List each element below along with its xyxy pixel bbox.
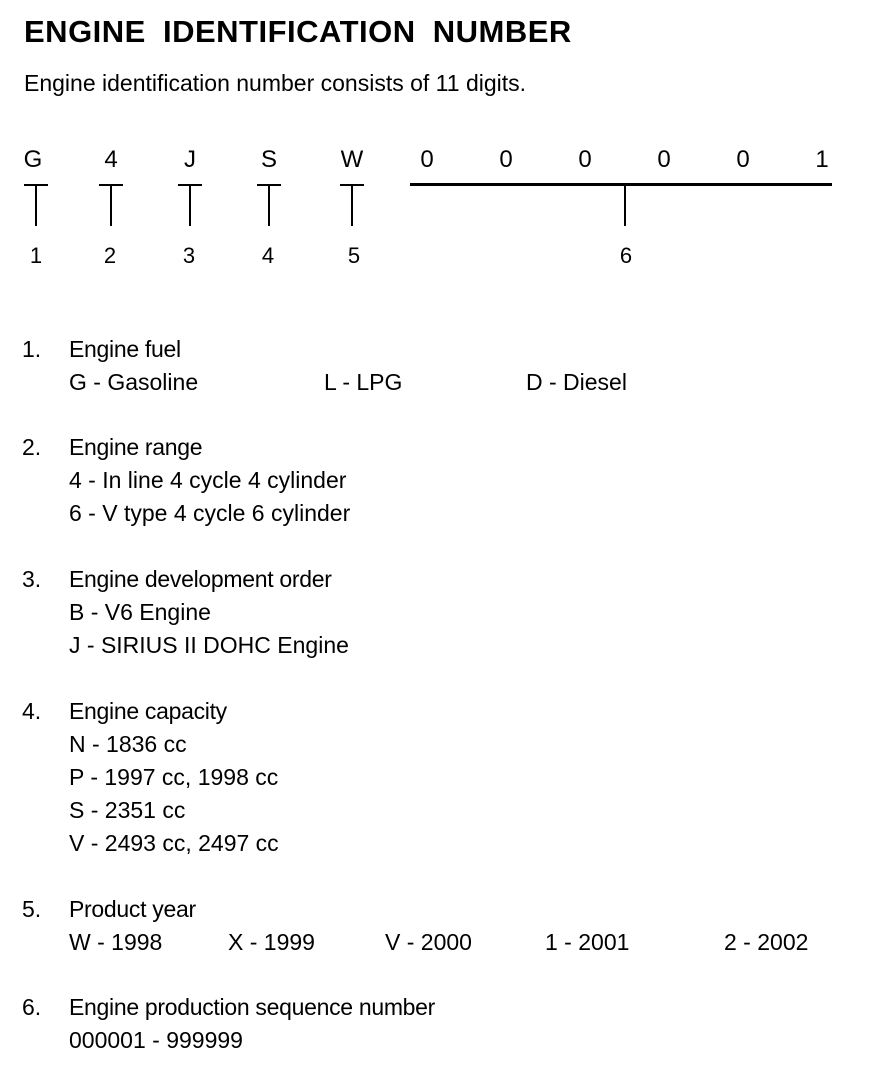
range-line-2: 6 - V type 4 cycle 6 cylinder bbox=[69, 500, 351, 526]
digit-11: 1 bbox=[815, 146, 829, 173]
capacity-line-2: P - 1997 cc, 1998 cc bbox=[69, 764, 279, 790]
position-number-6: 6 bbox=[619, 243, 633, 268]
sequence-bracket-line bbox=[410, 183, 832, 186]
tee-stem-1 bbox=[35, 186, 37, 226]
item-heading: Engine development order bbox=[69, 566, 332, 592]
option-lpg: L - LPG bbox=[324, 369, 403, 395]
range-line-1: 4 - In line 4 cycle 4 cylinder bbox=[69, 467, 347, 493]
tee-stem-3 bbox=[189, 186, 191, 226]
capacity-line-1: N - 1836 cc bbox=[69, 731, 187, 757]
year-option-1999: X - 1999 bbox=[228, 929, 315, 955]
item-number: 5. bbox=[22, 896, 42, 922]
item-number: 6. bbox=[22, 994, 42, 1020]
page-title: ENGINE IDENTIFICATION NUMBER bbox=[24, 14, 572, 49]
development-line-1: B - V6 Engine bbox=[69, 599, 211, 625]
position-number-2: 2 bbox=[103, 243, 117, 268]
year-option-2000: V - 2000 bbox=[385, 929, 472, 955]
digit-4: S bbox=[260, 146, 278, 173]
item-number: 3. bbox=[22, 566, 42, 592]
tee-stem-5 bbox=[351, 186, 353, 226]
digit-1: G bbox=[23, 146, 43, 173]
tee-stem-2 bbox=[110, 186, 112, 226]
position-number-1: 1 bbox=[29, 243, 43, 268]
intro-text: Engine identification number consists of 11 digits. bbox=[24, 70, 527, 96]
year-option-1998: W - 1998 bbox=[69, 929, 163, 955]
position-number-4: 4 bbox=[261, 243, 275, 268]
digit-5: W bbox=[340, 146, 364, 173]
digit-9: 0 bbox=[657, 146, 671, 173]
development-line-2: J - SIRIUS II DOHC Engine bbox=[69, 632, 349, 658]
item-heading: Engine range bbox=[69, 434, 203, 460]
digit-3: J bbox=[184, 146, 196, 173]
digit-10: 0 bbox=[736, 146, 750, 173]
item-heading: Engine capacity bbox=[69, 698, 227, 724]
item-number: 1. bbox=[22, 336, 42, 362]
year-option-2002: 2 - 2002 bbox=[724, 929, 809, 955]
digit-6: 0 bbox=[420, 146, 434, 173]
sequence-bracket-stem bbox=[624, 184, 626, 226]
item-heading: Product year bbox=[69, 896, 196, 922]
digit-7: 0 bbox=[499, 146, 513, 173]
year-option-2001: 1 - 2001 bbox=[545, 929, 630, 955]
capacity-line-4: V - 2493 cc, 2497 cc bbox=[69, 830, 279, 856]
digit-2: 4 bbox=[104, 146, 118, 173]
digit-8: 0 bbox=[578, 146, 592, 173]
capacity-line-3: S - 2351 cc bbox=[69, 797, 186, 823]
tee-stem-4 bbox=[268, 186, 270, 226]
option-diesel: D - Diesel bbox=[526, 369, 627, 395]
position-number-3: 3 bbox=[182, 243, 196, 268]
item-number: 2. bbox=[22, 434, 42, 460]
item-heading: Engine fuel bbox=[69, 336, 181, 362]
item-heading: Engine production sequence number bbox=[69, 994, 436, 1020]
position-number-5: 5 bbox=[347, 243, 361, 268]
option-gasoline: G - Gasoline bbox=[69, 369, 199, 395]
sequence-range: 000001 - 999999 bbox=[69, 1027, 243, 1053]
item-number: 4. bbox=[22, 698, 42, 724]
